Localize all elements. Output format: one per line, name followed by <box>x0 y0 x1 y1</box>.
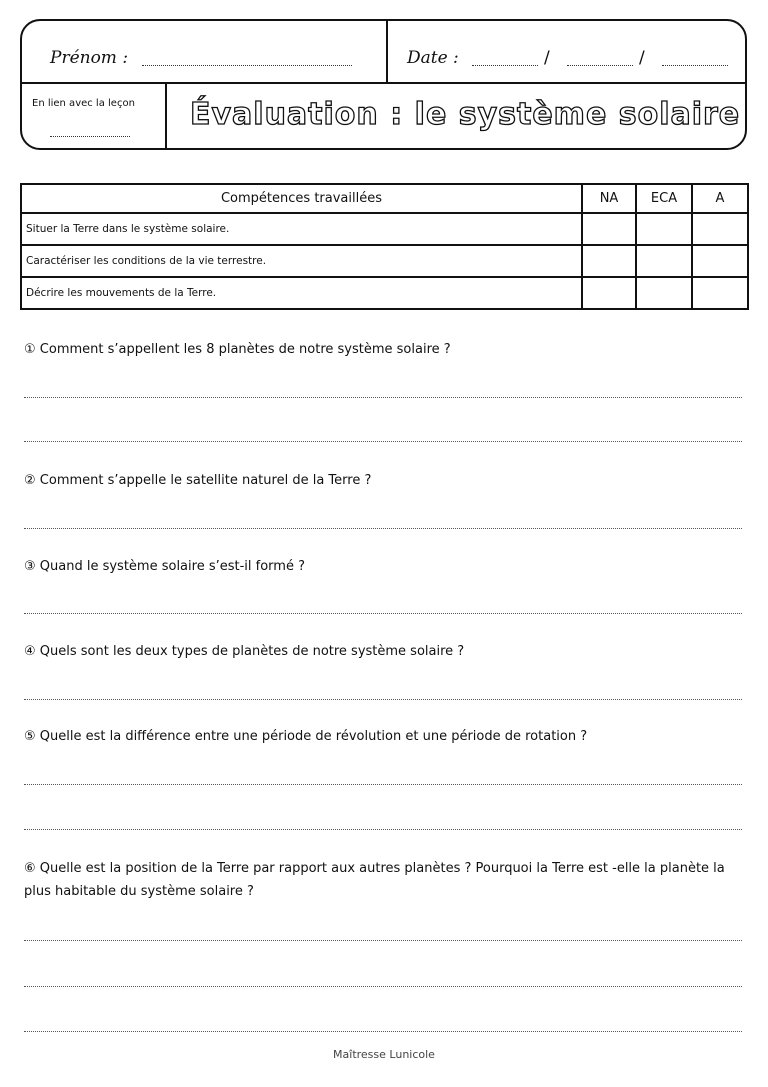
header-top-row <box>22 21 745 84</box>
lesson-field[interactable] <box>50 136 130 137</box>
date-separator: / <box>639 48 645 68</box>
grade-box-na[interactable] <box>582 213 636 245</box>
footer-credit: Maîtresse Lunicole <box>333 1048 435 1061</box>
column-header: Compétences travaillées <box>21 184 582 213</box>
grade-box-eca[interactable] <box>636 245 692 277</box>
question-2: ② Comment s’appelle le satellite naturel de la Terre ? <box>24 473 372 488</box>
answer-line[interactable] <box>24 699 742 700</box>
answer-line[interactable] <box>24 397 742 398</box>
answer-line[interactable] <box>24 784 742 785</box>
column-header: NA <box>582 184 636 213</box>
name-field[interactable] <box>142 65 352 66</box>
grade-box-a[interactable] <box>692 245 748 277</box>
date-month-field[interactable] <box>567 65 633 66</box>
question-1: ① Comment s’appellent les 8 planètes de notre système solaire ? <box>24 342 451 357</box>
answer-line[interactable] <box>24 613 742 614</box>
answer-line[interactable] <box>24 1031 742 1032</box>
date-separator: / <box>544 48 550 68</box>
competence-label: Caractériser les conditions de la vie terrestre. <box>21 245 582 277</box>
lesson-cell <box>22 82 167 150</box>
page-title: Évaluation : le système solaire <box>190 97 741 132</box>
table-row <box>21 245 748 277</box>
question-5: ⑤ Quelle est la différence entre une période de révolution et une période de rotation ? <box>24 729 588 744</box>
grade-box-a[interactable] <box>692 213 748 245</box>
question-4: ④ Quels sont les deux types de planètes de notre système solaire ? <box>24 644 465 659</box>
question-3: ③ Quand le système solaire s’est-il formé ? <box>24 559 305 574</box>
answer-line[interactable] <box>24 528 742 529</box>
table-header-row <box>21 184 748 213</box>
header-box <box>20 19 747 150</box>
lesson-label: En lien avec la leçon <box>32 98 135 109</box>
competence-label: Décrire les mouvements de la Terre. <box>21 277 582 309</box>
competence-label: Situer la Terre dans le système solaire. <box>21 213 582 245</box>
table-row <box>21 277 748 309</box>
competences-table <box>20 183 749 310</box>
answer-line[interactable] <box>24 986 742 987</box>
grade-box-a[interactable] <box>692 277 748 309</box>
grade-box-eca[interactable] <box>636 277 692 309</box>
answer-line[interactable] <box>24 441 742 442</box>
column-header: ECA <box>636 184 692 213</box>
answer-line[interactable] <box>24 829 742 830</box>
grade-box-eca[interactable] <box>636 213 692 245</box>
date-year-field[interactable] <box>662 65 728 66</box>
answer-line[interactable] <box>24 940 742 941</box>
question-6: ⑥ Quelle est la position de la Terre par rapport aux autres planètes ? Pourquoi la Terre est -elle la planète la plus habitable du système solaire ? <box>24 861 725 899</box>
name-label: Prénom : <box>50 48 129 68</box>
column-header: A <box>692 184 748 213</box>
date-day-field[interactable] <box>472 65 538 66</box>
grade-box-na[interactable] <box>582 277 636 309</box>
name-cell <box>22 21 388 82</box>
table-row <box>21 213 748 245</box>
date-label: Date : <box>407 48 459 68</box>
grade-box-na[interactable] <box>582 245 636 277</box>
